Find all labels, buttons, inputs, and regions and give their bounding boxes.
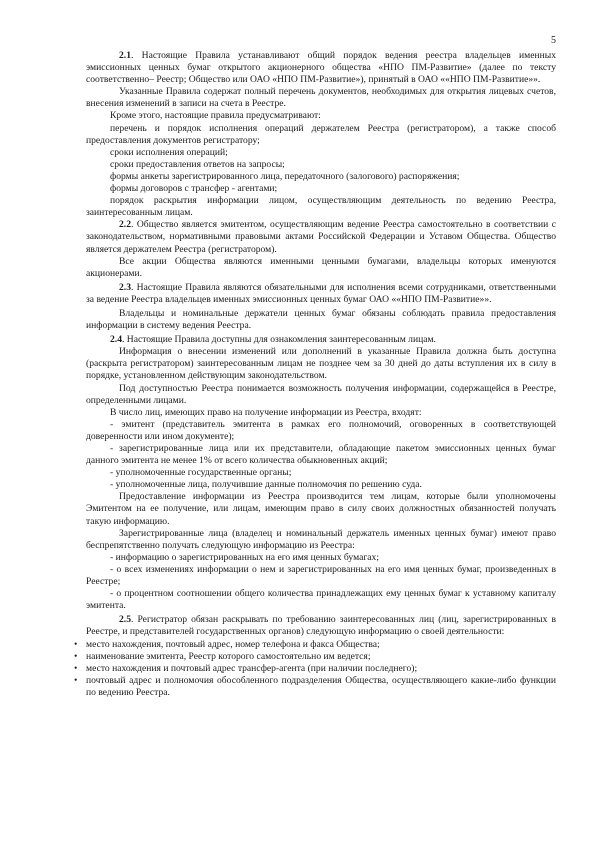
list-item: порядок раскрытия информации лицом, осуществляющим деятельность по ведению Реестра, заинтересованным лицам. — [86, 195, 556, 219]
section-text: . Настоящие Правила устанавливают общий порядок ведения реестра владельцев именных эмиссионных ценных бумаг открытого акционерного общества «НПО ПМ-Развитие» (далее по тексту соответственно– Реестр; Общество или ОАО «НПО ПМ-Развитие»), принятый в ОАО ««НПО ПМ-Развитие»». — [86, 50, 556, 86]
list-item: - эмитент (представитель эмитента в рамках его полномочий, оговоренных в соответствующей доверенности или ином документе); — [86, 418, 556, 442]
list-item: сроки предоставления ответов на запросы; — [110, 158, 285, 170]
list-item: - уполномоченные государственные органы; — [110, 467, 292, 479]
bullet-item — [74, 662, 556, 675]
list-item: формы договоров с трансфер - агентами; — [110, 183, 278, 195]
bullet-icon: • — [74, 674, 78, 686]
section-number: 2.2 — [119, 219, 131, 231]
bullet-text: место нахождения, почтовый адрес, номер телефона и факса Общества; — [86, 638, 380, 650]
list-item: - уполномоченные лица, получившие данные полномочия по решению суда. — [110, 479, 422, 491]
section-number: 2.1 — [119, 50, 131, 61]
section-text: . Регистратор обязан раскрывать по требованию заинтересованных лиц (лиц, зарегистрированных в Реестре, и представителей государственных органов) следующую информацию о своей деятельности: — [86, 614, 556, 638]
section-2-4 — [86, 334, 556, 346]
bullet-icon: • — [74, 650, 78, 662]
bullet-item — [74, 638, 556, 651]
section-2-5 — [86, 614, 556, 638]
paragraph-registered: Зарегистрированные лица (владелец и номинальный держатель именных ценных бумаг) имеют право беспрепятственно получать следующую информацию из Реестра: — [86, 527, 556, 551]
paragraph-persons: В число лиц, имеющих право на получение информации из Реестра, входят: — [110, 406, 422, 418]
paragraph-documents: Указанные Правила содержат полный перечень документов, необходимых для открытия лицевых счетов, внесения изменений в записи на счета в Реестре. — [86, 86, 556, 110]
list-item: сроки исполнения операций; — [110, 146, 228, 158]
bullet-text: наименование эмитента, Реестр которого самостоятельно им ведется; — [86, 650, 371, 662]
list-item: - информацию о зарегистрированных на его имя ценных бумагах; — [110, 551, 380, 563]
page-number: 5 — [551, 35, 556, 46]
paragraph-info: Информация о внесении изменений или дополнений в указанные Правила должна быть доступна (раскрыта регистратором) заинтересованным лицам не позднее чем за 30 дней до даты вступления их в силу в порядке, установленном действующим законодательством. — [86, 346, 556, 382]
section-number: 2.4 — [110, 334, 122, 346]
list-item: - зарегистрированные лица или их представители, обладающие пакетом эмиссионных ценных бумаг данного эмитента не менее 1% от всего количества обыкновенных акций; — [86, 443, 556, 467]
section-number: 2.5 — [119, 614, 131, 626]
paragraph-shares: Все акции Общества являются именными ценными бумагами, владельцы которых именуются акционерами. — [86, 255, 556, 279]
section-text: . Настоящие Правила доступны для ознакомления заинтересованным лицам. — [122, 334, 436, 346]
bullet-item — [74, 650, 556, 663]
bullet-list — [74, 638, 556, 699]
paragraph-besides: Кроме этого, настоящие правила предусматривают: — [110, 110, 321, 122]
section-2-3 — [86, 282, 556, 306]
list-item: формы анкеты зарегистрированного лица, передаточного (залогового) распоряжения; — [110, 170, 460, 182]
bullet-icon: • — [74, 638, 78, 650]
paragraph-holders: Владельцы и номинальные держатели ценных бумаг обязаны соблюдать правила предоставления информации в систему ведения Реестра. — [86, 307, 556, 332]
persons-list — [86, 419, 556, 492]
bullet-icon: • — [74, 662, 78, 674]
section-number: 2.3 — [119, 281, 131, 293]
paragraph-provide: Предоставление информации из Реестра производится тем лицам, которые были уполномочены Эмитентом на ее получение, или лицам, имеющим право в силу своих должностных обязанностей получать такую информацию. — [86, 491, 556, 527]
paragraph-access: Под доступностью Реестра понимается возможность получения информации, содержащейся в Реестре, определенными лицами. — [86, 382, 556, 406]
section-2-1 — [86, 50, 556, 86]
list-item: - о процентном соотношении общего количества принадлежащих ему ценных бумаг к уставному капиталу эмитента. — [86, 588, 556, 612]
list-item: - о всех изменениях информации о нем и зарегистрированных на его имя ценных бумаг, произведенных в Реестре; — [86, 563, 556, 588]
document-body — [74, 50, 556, 699]
bullet-item — [74, 674, 556, 699]
provisions-list — [86, 123, 556, 220]
section-text: . Общество является эмитентом, осуществляющим ведение Реестра самостоятельно в соответствии с законодательством, нормативными правовыми актами Российской Федерации и Уставом Общества. Общество является держателем Реестра (регистратором). — [86, 219, 556, 255]
bullet-text: почтовый адрес и полномочия обособленного подразделения Общества, осуществляющего какие-либо функции по ведению Реестра. — [86, 674, 556, 698]
list-item: перечень и порядок исполнения операций держателем Реестра (регистратором), а также способ предоставления документов регистратору; — [86, 122, 556, 146]
bullet-text: место нахождения и почтовый адрес трансфер-агента (при наличии последнего); — [86, 662, 418, 674]
info-list — [86, 552, 556, 612]
section-2-2 — [86, 219, 556, 255]
section-text: . Настоящие Правила являются обязательными для исполнения всеми сотрудниками, ответственными за ведение Реестра владельцев именных эмиссионных ценных бумаг ОАО ««НПО ПМ-Развитие»». — [86, 281, 556, 305]
